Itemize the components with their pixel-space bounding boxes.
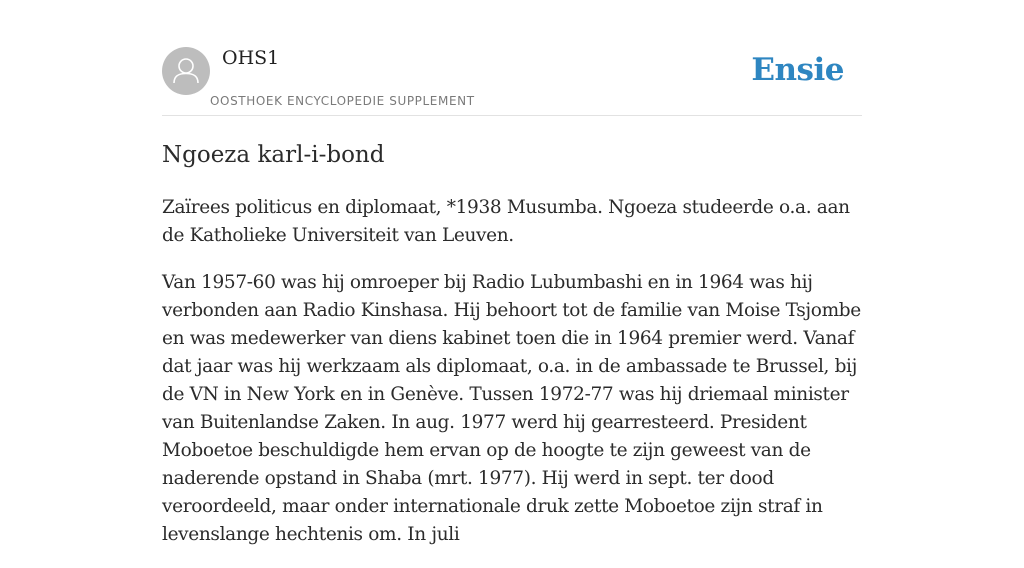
- source-label: OOSTHOEK ENCYCLOPEDIE SUPPLEMENT: [210, 94, 475, 108]
- user-avatar-icon[interactable]: [162, 47, 210, 95]
- article-title: Ngoeza karl-i-bond: [162, 142, 385, 168]
- ensie-logo[interactable]: Ensie: [751, 52, 844, 88]
- article-paragraph: Van 1957-60 was hij omroeper bij Radio Lubumbashi en in 1964 was hij verbonden aan Radio Kinshasa. Hij behoort tot de familie van Moise Tsjombe en was medewerker van diens kabinet toen die in 1964 premier werd. Vanaf dat jaar was hij werkzaam als diplomaat, o.a. in de ambassade te Brussel, bij de VN in New York en in Genève. Tussen 1972-77 was hij driemaal minister van Buitenlandse Zaken. In aug. 1977 werd hij gearresteerd. President Moboetoe beschuldigde hem ervan op de hoogte te zijn geweest van de naderende opstand in Shaba (mrt. 1977). Hij werd in sept. ter dood veroordeeld, maar onder internationale druk zette Moboetoe zijn straf in levenslange hechtenis om. In juli: [162, 272, 861, 545]
- article-content: [162, 140, 862, 568]
- article-paragraph: Zaïrees politicus en diplomaat, *1938 Musumba. Ngoeza studeerde o.a. aan de Katholieke Universiteit van Leuven.: [162, 197, 850, 246]
- article-header: [162, 44, 862, 116]
- username-link[interactable]: OHS1: [222, 47, 280, 69]
